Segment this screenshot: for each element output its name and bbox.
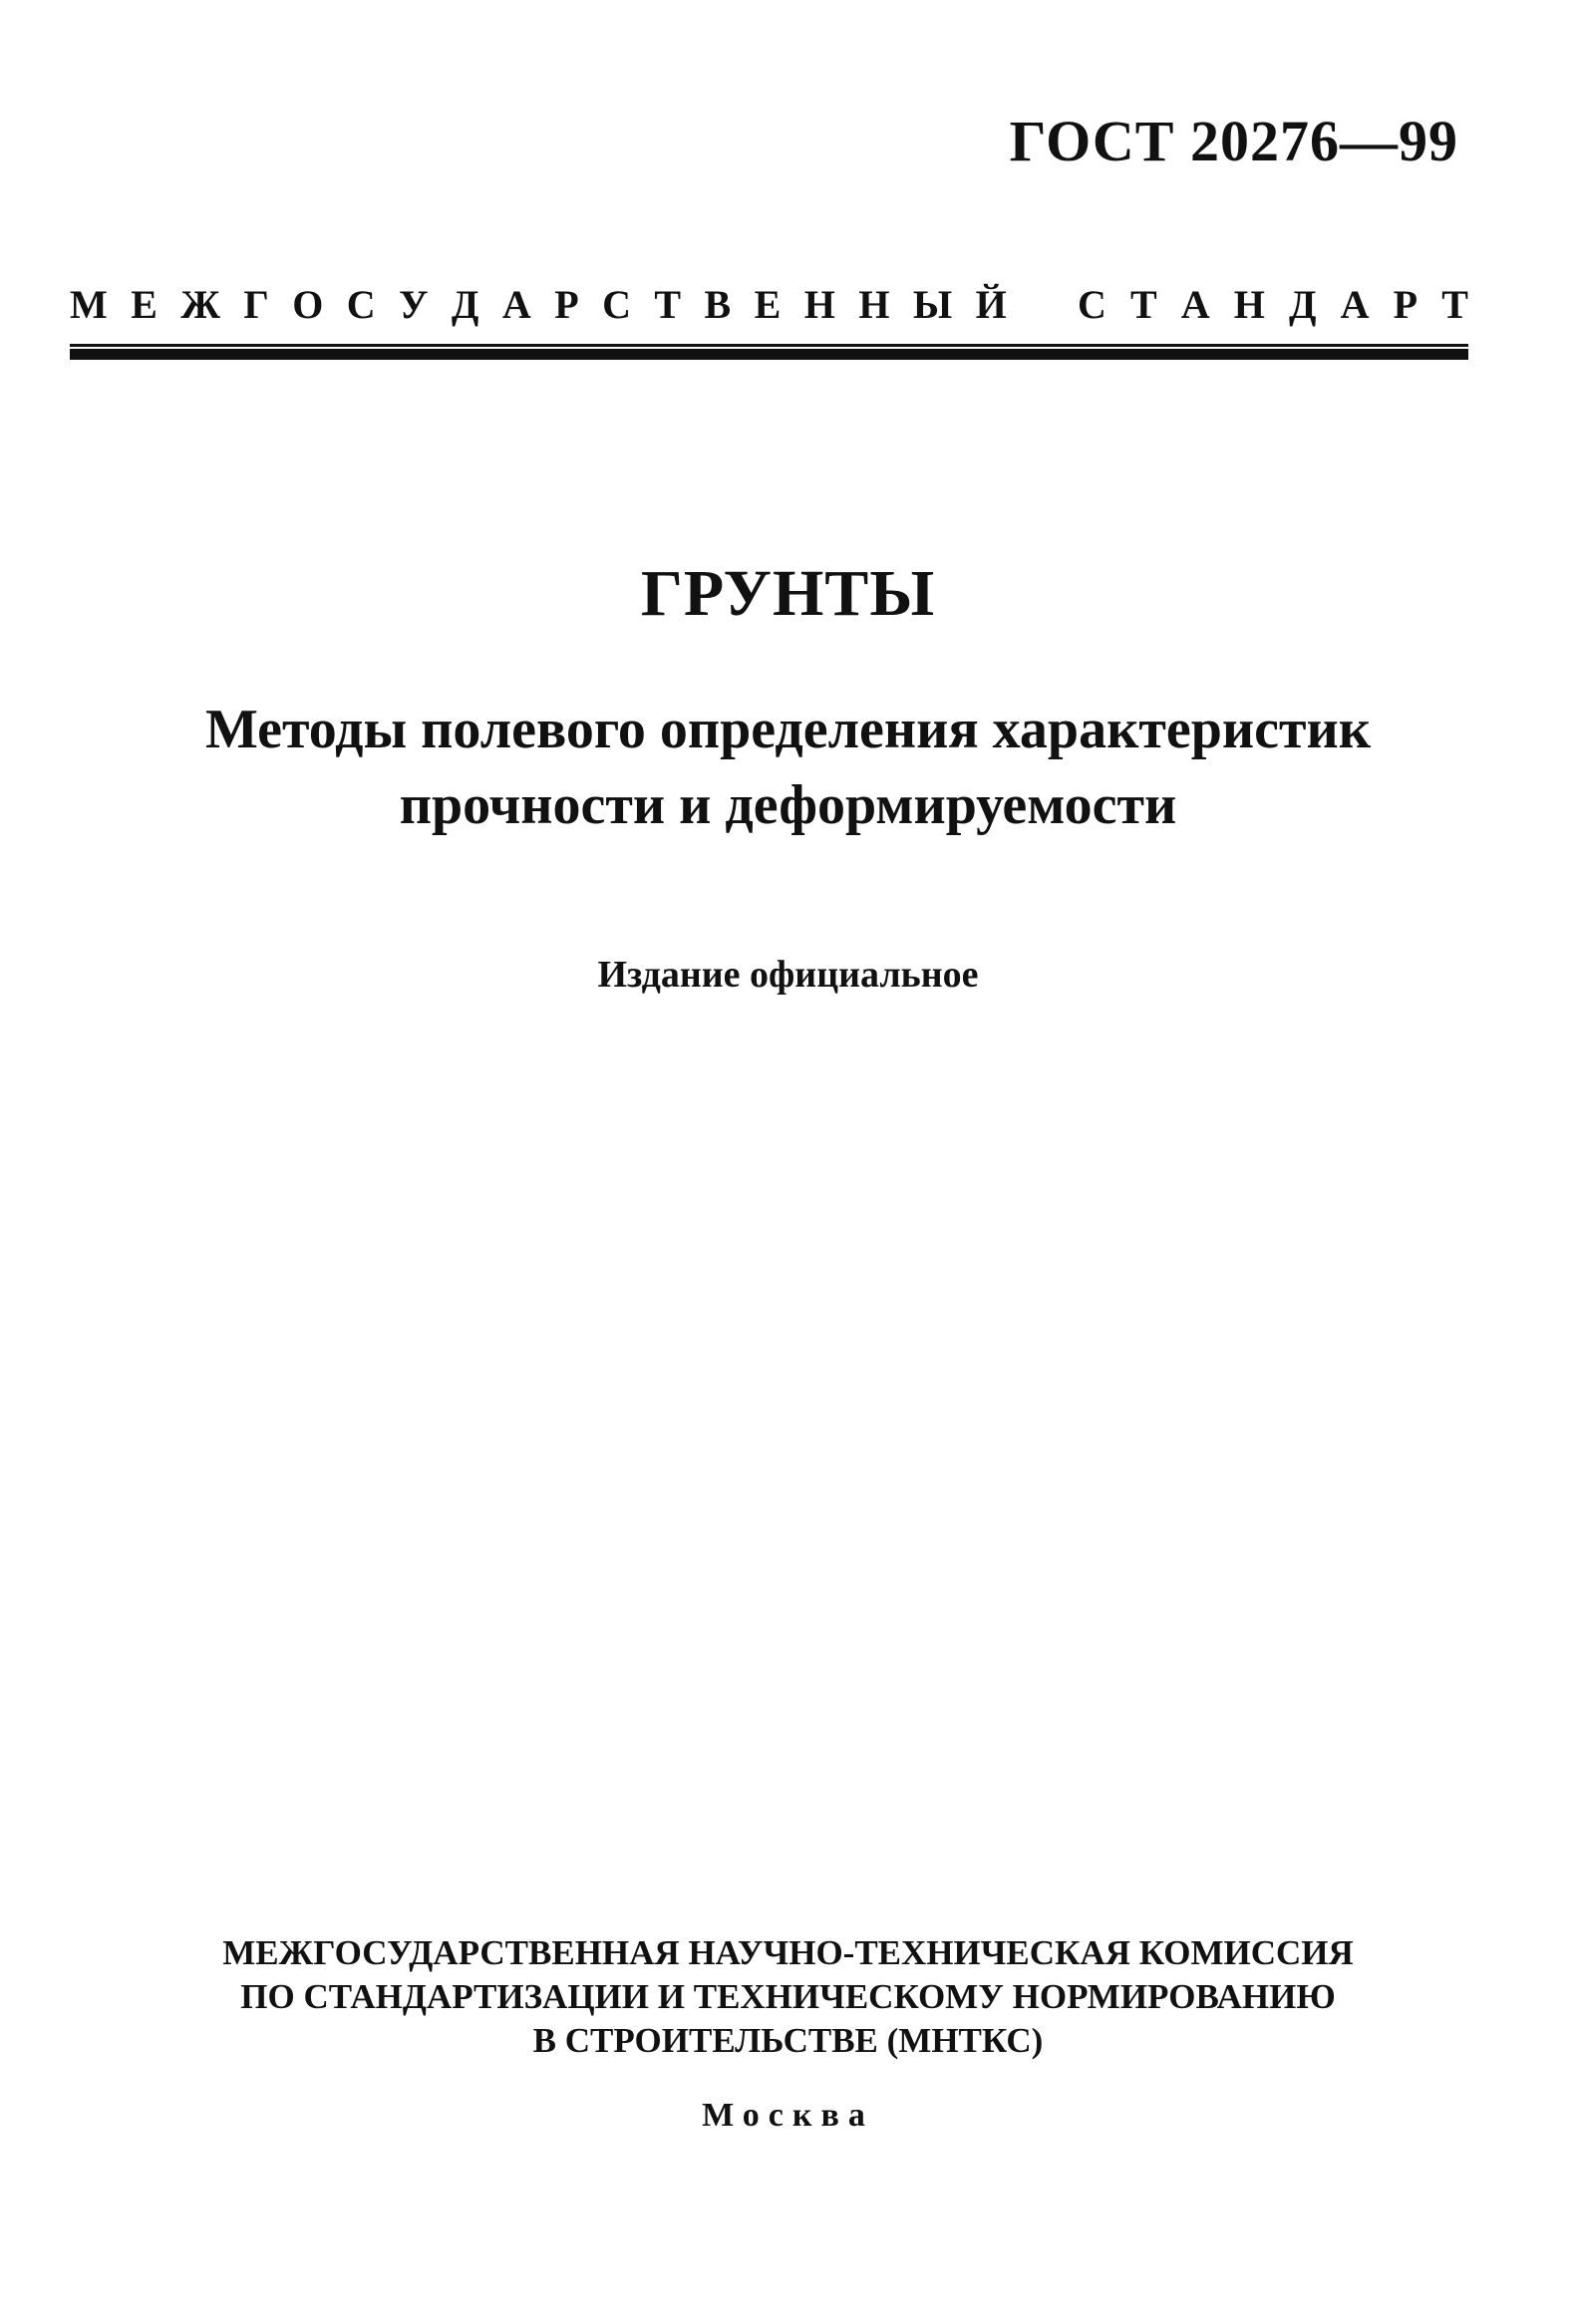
spaced-letter: Т <box>1441 282 1468 327</box>
spaced-letter: А <box>1180 282 1210 327</box>
publisher-line-2: ПО СТАНДАРТИЗАЦИИ И ТЕХНИЧЕСКОМУ НОРМИРОВАНИЮ <box>240 1977 1336 2016</box>
spaced-letter: М <box>70 282 108 327</box>
spaced-letter: У <box>399 282 429 327</box>
subtitle-line-1: Методы полевого определения характеристик <box>204 699 1372 760</box>
spaced-letter: Н <box>803 282 835 327</box>
spaced-letter: С <box>346 282 376 327</box>
spaced-letter: Е <box>754 282 782 327</box>
publisher-block <box>0 1931 1576 2063</box>
document-title: ГРУНТЫ <box>640 557 936 630</box>
subtitle-line-2: прочности и деформируемости <box>399 774 1177 836</box>
spaced-letter: Т <box>654 282 682 327</box>
spaced-letter: Ы <box>912 282 953 327</box>
standard-type-header <box>70 281 1468 328</box>
publisher-line-3: В СТРОИТЕЛЬСТВЕ (МНТКС) <box>532 2021 1044 2060</box>
spaced-letter: Г <box>243 282 269 327</box>
spaced-letter: С <box>1078 282 1106 327</box>
spaced-letter: А <box>1340 282 1370 327</box>
publisher-line-1: МЕЖГОСУДАРСТВЕННАЯ НАУЧНО-ТЕХНИЧЕСКАЯ КОМИССИЯ <box>222 1933 1354 1972</box>
spaced-letter: В <box>704 282 732 327</box>
spaced-letter: Р <box>554 282 579 327</box>
document-subtitle <box>0 692 1576 843</box>
publication-city: Москва <box>702 2097 874 2134</box>
standard-type-word-2 <box>1078 281 1468 328</box>
edition-note: Издание официальное <box>597 954 979 996</box>
spaced-letter: Д <box>1289 282 1317 327</box>
spaced-letter: С <box>602 282 631 327</box>
spaced-letter: Й <box>975 282 1007 327</box>
spaced-letter: Д <box>451 282 479 327</box>
spaced-letter: Ж <box>180 282 220 327</box>
spaced-letter: Е <box>131 282 158 327</box>
spaced-letter: Н <box>1233 282 1265 327</box>
spaced-letter: Р <box>1393 282 1418 327</box>
header-rule <box>70 349 1468 360</box>
standard-type-word-1 <box>70 281 1007 328</box>
spaced-letter: Т <box>1130 282 1157 327</box>
spaced-letter: Н <box>858 282 890 327</box>
spaced-letter: О <box>292 282 324 327</box>
header-rule-thin <box>70 344 1468 347</box>
document-number: ГОСТ 20276—99 <box>1009 109 1458 173</box>
spaced-letter: А <box>501 282 531 327</box>
